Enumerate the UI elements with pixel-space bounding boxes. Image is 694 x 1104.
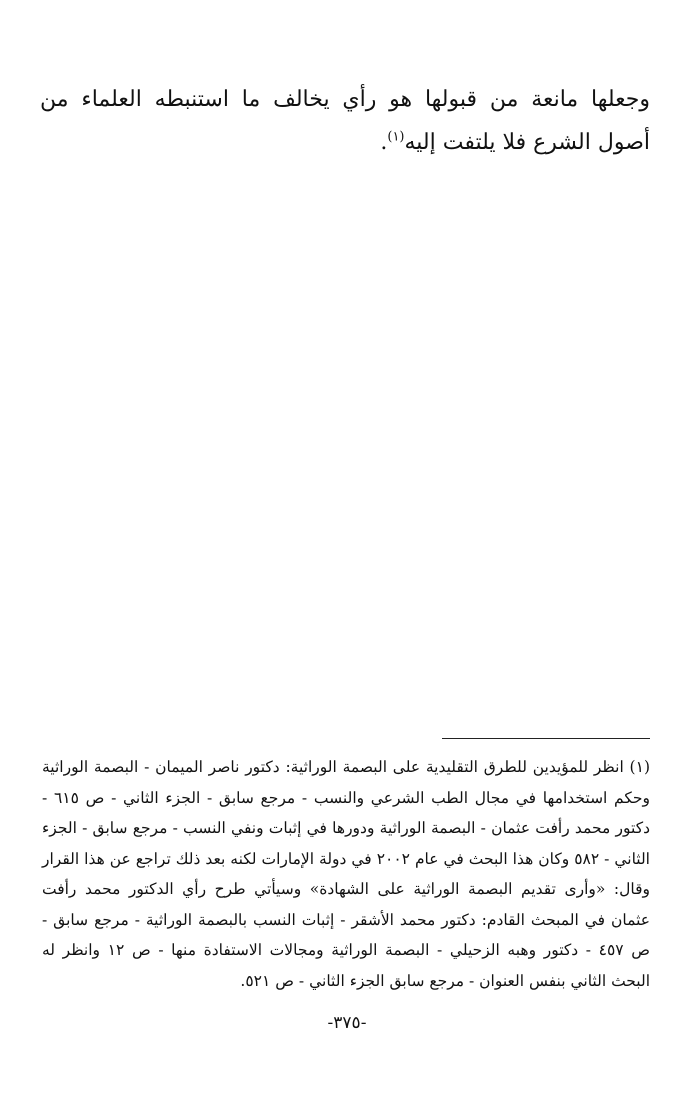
footnote-reference[interactable]: (١) [387, 129, 405, 145]
main-text [40, 78, 650, 164]
footnote-text: (١) انظر للمؤيدين للطرق التقليدية على البصمة الوراثية: دكتور ناصر الميمان - البصمة الوراثية وحكم استخدامها في مجال الطب الشرعي والنسب - مرجع سابق - الجزء الثاني - ص ٦١٥ - دكتور محمد رأفت عثمان - البصمة الوراثية ودورها في إثبات ونفي النسب - مرجع سابق - الجزء الثاني - ٥٨٢ وكان هذا البحث في عام ٢٠٠٢ في دولة الإمارات لكنه بعد ذلك تراجع عن هذا القرار وقال: «وأرى تقديم البصمة الوراثية على الشهادة» وسيأتي طرح رأي الدكتور محمد رأفت عثمان في المبحث القادم: دكتور محمد الأشقر - إثبات النسب بالبصمة الوراثية - مرجع سابق - ص ٤٥٧ - دكتور وهبه الزحيلي - البصمة الوراثية ومجالات الاستفادة منها - ص ١٢ وانظر له البحث الثاني بنفس العنوان - مرجع سابق الجزء الثاني - ص ٥٢١. [42, 758, 651, 990]
end-punctuation: . [380, 130, 388, 155]
footnote-separator [442, 738, 650, 739]
page-number: -٣٧٥- [327, 1013, 367, 1033]
main-paragraph [40, 78, 650, 164]
paragraph-text: وجعلها مانعة من قبولها هو رأي يخالف ما استنبطه العلماء من أصول الشرع فلا يلتفت إليه [40, 87, 650, 155]
footnote [42, 752, 650, 996]
